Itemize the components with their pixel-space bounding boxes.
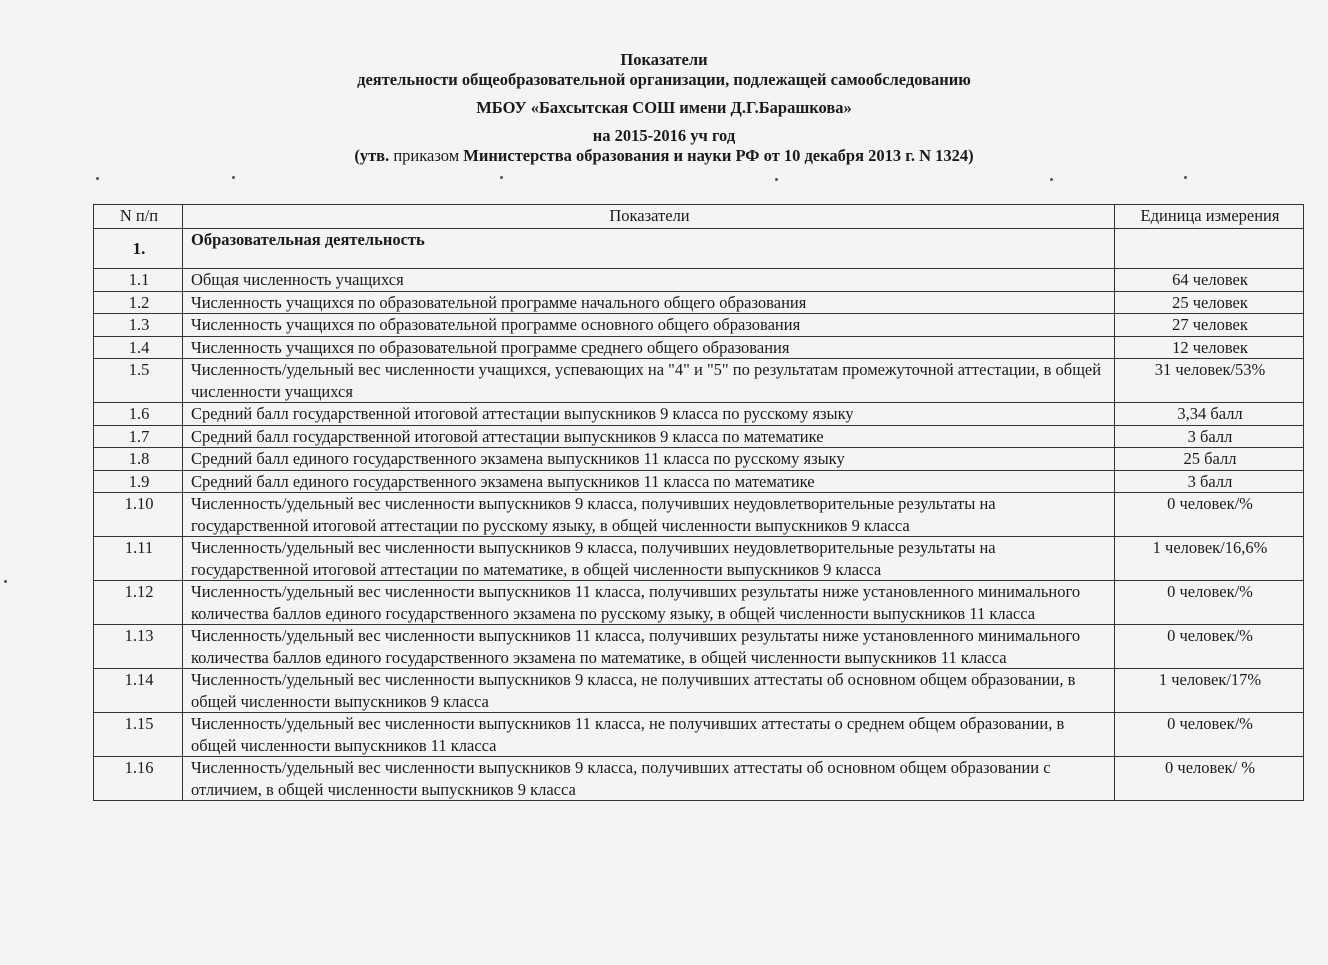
row-number: 1.1 (94, 269, 183, 292)
table-row (94, 713, 1304, 757)
scan-speck (1050, 178, 1053, 181)
row-number: 1.6 (94, 403, 183, 426)
row-number: 1.16 (94, 757, 183, 801)
row-unit: 31 человек/53% (1115, 359, 1304, 403)
row-number: 1.12 (94, 581, 183, 625)
row-unit: 0 человек/% (1115, 493, 1304, 537)
table-row (94, 359, 1304, 403)
row-unit: 64 человек (1115, 269, 1304, 292)
school-name: МБОУ «Бахсытская СОШ имени Д.Г.Барашкова» (476, 98, 852, 117)
table-row (94, 625, 1304, 669)
row-indicator: Численность/удельный вес численности выпускников 9 класса, получивших неудовлетворительные результаты на государственной итоговой аттестации по русскому языку, в общей численности выпускников 9 класса (183, 493, 1115, 537)
order-rest: Министерства образования и науки РФ от 10 декабря 2013 г. N 1324) (459, 146, 974, 165)
section-unit (1115, 229, 1304, 269)
row-unit: 0 человек/% (1115, 625, 1304, 669)
row-unit: 25 человек (1115, 291, 1304, 314)
indicators-table (93, 204, 1304, 801)
row-indicator: Численность/удельный вес численности выпускников 9 класса, не получивших аттестаты об основном общем образовании, в общей численности выпускников 9 класса (183, 669, 1115, 713)
academic-year: на 2015-2016 уч год (592, 126, 736, 145)
row-unit: 27 человек (1115, 314, 1304, 337)
row-unit: 1 человек/16,6% (1115, 537, 1304, 581)
table-row (94, 448, 1304, 471)
row-number: 1.8 (94, 448, 183, 471)
row-indicator: Средний балл государственной итоговой аттестации выпускников 9 класса по математике (183, 425, 1115, 448)
row-indicator: Средний балл единого государственного экзамена выпускников 11 класса по математике (183, 470, 1115, 493)
row-unit: 3,34 балл (1115, 403, 1304, 426)
table-row (94, 581, 1304, 625)
table-row (94, 403, 1304, 426)
row-indicator: Средний балл государственной итоговой аттестации выпускников 9 класса по русскому языку (183, 403, 1115, 426)
row-number: 1.5 (94, 359, 183, 403)
row-indicator: Численность/удельный вес численности выпускников 9 класса, получивших аттестаты об основном общем образовании с отличием, в общей численности выпускников 9 класса (183, 757, 1115, 801)
row-number: 1.7 (94, 425, 183, 448)
section-number: 1. (94, 229, 183, 269)
table-row (94, 493, 1304, 537)
document-header (0, 50, 1328, 166)
row-unit: 12 человек (1115, 336, 1304, 359)
row-number: 1.11 (94, 537, 183, 581)
order-word: приказом (393, 146, 460, 165)
row-indicator: Численность учащихся по образовательной программе среднего общего образования (183, 336, 1115, 359)
row-number: 1.4 (94, 336, 183, 359)
row-unit: 3 балл (1115, 425, 1304, 448)
row-indicator: Средний балл единого государственного экзамена выпускников 11 класса по русскому языку (183, 448, 1115, 471)
table-row (94, 537, 1304, 581)
row-indicator: Численность учащихся по образовательной программе основного общего образования (183, 314, 1115, 337)
row-indicator: Численность/удельный вес численности выпускников 11 класса, не получивших аттестаты о среднем общем образовании, в общей численности выпускников 11 класса (183, 713, 1115, 757)
row-number: 1.3 (94, 314, 183, 337)
row-indicator: Общая численность учащихся (183, 269, 1115, 292)
table-row (94, 291, 1304, 314)
scan-speck (1184, 176, 1187, 179)
col-header-number: N п/п (94, 205, 183, 229)
doc-subtitle: деятельности общеобразовательной организации, подлежащей самообследованию (357, 70, 971, 89)
scan-speck (96, 177, 99, 180)
row-indicator: Численность/удельный вес численности выпускников 11 класса, получивших результаты ниже установленного минимального количества баллов единого государственного экзамена по русскому языку, в общей численности выпускников 11 класса (183, 581, 1115, 625)
table-row (94, 470, 1304, 493)
section-row (94, 229, 1304, 269)
table-row (94, 425, 1304, 448)
row-number: 1.13 (94, 625, 183, 669)
doc-title: Показатели (620, 50, 708, 69)
row-unit: 0 человек/% (1115, 713, 1304, 757)
row-number: 1.15 (94, 713, 183, 757)
row-number: 1.2 (94, 291, 183, 314)
row-indicator: Численность/удельный вес численности учащихся, успевающих на "4" и "5" по результатам промежуточной аттестации, в общей численности учащихся (183, 359, 1115, 403)
table-row (94, 757, 1304, 801)
order-prefix: (утв. (354, 146, 394, 165)
table-row (94, 314, 1304, 337)
order-reference (0, 146, 1328, 166)
scan-speck (232, 176, 235, 179)
row-unit: 25 балл (1115, 448, 1304, 471)
col-header-indicator: Показатели (183, 205, 1115, 229)
table-header-row (94, 205, 1304, 229)
scan-speck (775, 178, 778, 181)
row-unit: 3 балл (1115, 470, 1304, 493)
row-number: 1.10 (94, 493, 183, 537)
table-row (94, 269, 1304, 292)
row-number: 1.9 (94, 470, 183, 493)
row-number: 1.14 (94, 669, 183, 713)
section-label: Образовательная деятельность (183, 229, 1115, 269)
row-unit: 0 человек/% (1115, 581, 1304, 625)
table-row (94, 669, 1304, 713)
row-indicator: Численность/удельный вес численности выпускников 11 класса, получивших результаты ниже установленного минимального количества баллов единого государственного экзамена по математике, в общей численности выпускников 11 класса (183, 625, 1115, 669)
row-unit: 0 человек/ % (1115, 757, 1304, 801)
table-row (94, 336, 1304, 359)
row-indicator: Численность учащихся по образовательной программе начального общего образования (183, 291, 1115, 314)
col-header-unit: Единица измерения (1115, 205, 1304, 229)
row-unit: 1 человек/17% (1115, 669, 1304, 713)
scan-speck (500, 176, 503, 179)
row-indicator: Численность/удельный вес численности выпускников 9 класса, получивших неудовлетворительные результаты на государственной итоговой аттестации по математике, в общей численности выпускников 9 класса (183, 537, 1115, 581)
scan-speck (4, 580, 7, 583)
